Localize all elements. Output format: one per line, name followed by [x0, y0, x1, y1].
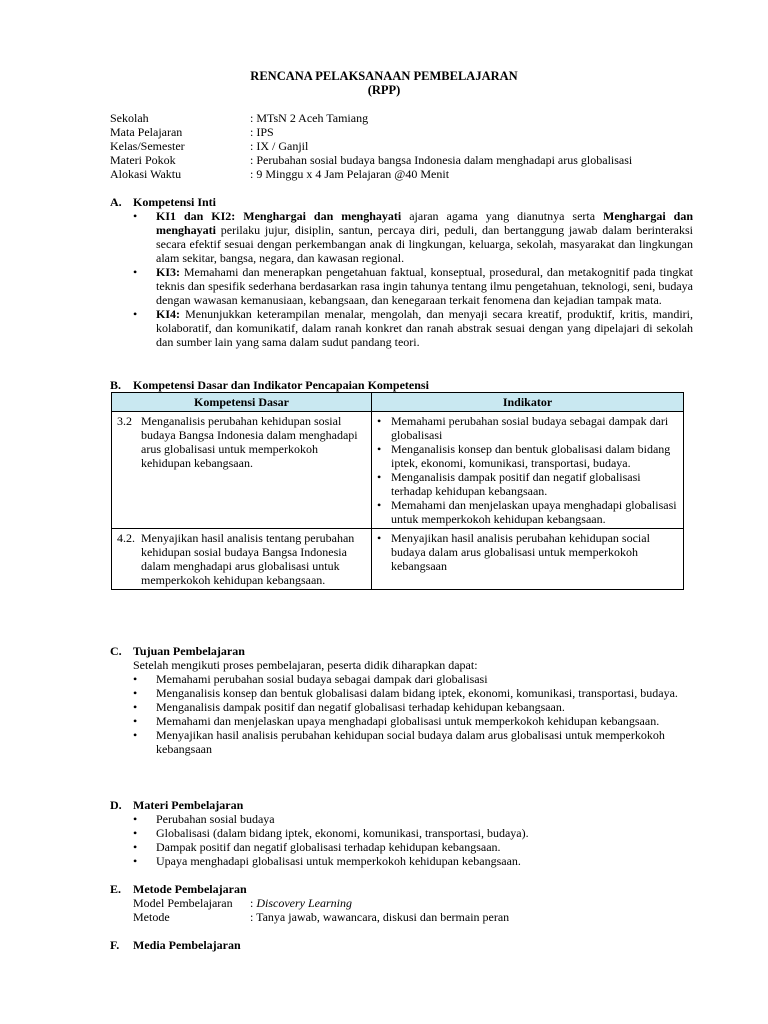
indikator-text: Menyajikan hasil analisis perubahan kehidupan social budaya dalam arus globalisasi untuk memperkokoh kebangsaan: [391, 531, 650, 573]
materi-text: Upaya menghadapi globalisasi untuk memperkokoh kehidupan kebangsaan.: [156, 854, 521, 868]
ki-text: Menunjukkan keterampilan menalar, mengolah, dan menyaji secara kreatif, produktif, kritis, mandiri, kolaboratif, dan komunikatif, dalam ranah konkret dan ranah abstrak sesuai dengan yang dipelajari di sekolah dan sumber lain yang sama dalam sudut pandang teori.: [156, 307, 693, 349]
ki-lead: KI3:: [156, 265, 180, 279]
table-header-row: [112, 393, 684, 412]
list-item-ki3: [133, 265, 693, 307]
metode-row: [133, 910, 693, 924]
table-row: [112, 412, 684, 529]
identity-value: : 9 Minggu x 4 Jam Pelajaran @40 Menit: [250, 167, 450, 181]
list-item: [377, 414, 678, 442]
indikator-text: Menganalisis konsep dan bentuk globalisasi dalam bidang iptek, ekonomi, komunikasi, transportasi, budaya.: [391, 442, 671, 470]
metode-label: Metode: [133, 910, 170, 924]
bullet-icon: •: [133, 700, 138, 714]
table-row: [112, 529, 684, 590]
table-cell-indikator: [372, 412, 684, 529]
list-item: [377, 470, 678, 498]
bullet-icon: •: [133, 812, 138, 826]
identity-row-kelas-semester: [110, 139, 710, 153]
table-cell-kd: [112, 412, 372, 529]
section-title: Materi Pembelajaran: [133, 798, 244, 812]
indikator-text: Menganalisis dampak positif dan negatif globalisasi terhadap kehidupan kebangsaan.: [391, 470, 641, 498]
materi-text: Dampak positif dan negatif globalisasi terhadap kehidupan kebangsaan.: [156, 840, 501, 854]
bullet-icon: •: [133, 265, 138, 279]
kd-text: Menganalisis perubahan kehidupan sosial budaya Bangsa Indonesia dalam menghadapi arus globalisasi untuk memperkokoh kehidupan kebangsaan.: [141, 414, 358, 470]
kd-number: 3.2: [117, 414, 132, 428]
bullet-icon: •: [133, 686, 138, 700]
document-title: RENCANA PELAKSANAAN PEMBELAJARAN: [250, 69, 518, 83]
section-letter: E.: [110, 882, 122, 896]
section-letter: C.: [110, 644, 122, 658]
identity-row-materi-pokok: [110, 153, 710, 167]
model-value: Discovery Learning: [256, 896, 352, 910]
indikator-text: Memahami perubahan sosial budaya sebagai dampak dari globalisasi: [391, 414, 669, 442]
indikator-list: [377, 414, 678, 526]
identity-row-mata-pelajaran: [110, 125, 710, 139]
identity-label: Materi Pokok: [110, 153, 176, 167]
list-item: [133, 826, 693, 840]
identity-value: : MTsN 2 Aceh Tamiang: [250, 111, 369, 125]
indikator-text: Memahami dan menjelaskan upaya menghadapi globalisasi untuk memperkokoh kehidupan kebangsaan.: [391, 498, 677, 526]
kd-number: 4.2.: [117, 531, 135, 545]
list-item-ki4: [133, 307, 693, 349]
section-letter: F.: [110, 938, 120, 952]
list-item: [133, 728, 693, 756]
materi-list: [133, 812, 693, 868]
list-item: [377, 442, 678, 470]
kompetensi-table: [111, 392, 684, 590]
ki-text: Memahami dan menerapkan pengetahuan faktual, konseptual, prosedural, dan metakognitif pada tingkat teknis dan spesifik sederhana berdasarkan rasa ingin tahunya tentang ilmu pengetahuan, teknologi, seni, budaya dengan wawasan kemanusiaan, kebangsaan, dan kenegaraan terkait fenomena dan kejadian tampak mata.: [156, 265, 693, 307]
list-item: [377, 531, 678, 573]
section-title: Media Pembelajaran: [133, 938, 241, 952]
bullet-icon: •: [133, 714, 138, 728]
tujuan-text: Menganalisis konsep dan bentuk globalisasi dalam bidang iptek, ekonomi, komunikasi, transportasi, budaya.: [156, 686, 678, 700]
list-item: [133, 700, 693, 714]
list-item: [133, 854, 693, 868]
section-title: Kompetensi Dasar dan Indikator Pencapaian Kompetensi: [133, 378, 429, 392]
table-header-kompetensi-dasar: Kompetensi Dasar: [112, 393, 372, 412]
bullet-icon: •: [377, 498, 382, 512]
tujuan-text: Menganalisis dampak positif dan negatif globalisasi terhadap kehidupan kebangsaan.: [156, 700, 565, 714]
materi-text: Globalisasi (dalam bidang iptek, ekonomi, komunikasi, transportasi, budaya).: [156, 826, 529, 840]
bullet-icon: •: [133, 728, 138, 742]
identity-label: Sekolah: [110, 111, 149, 125]
bullet-icon: •: [133, 854, 138, 868]
ki-bold: Menghargai dan menghayati: [156, 209, 694, 237]
bullet-icon: •: [377, 470, 382, 484]
list-item: [133, 686, 693, 700]
identity-row-sekolah: [110, 111, 710, 125]
ki-text: ajaran agama yang dianutnya serta: [401, 209, 604, 223]
identity-value: : IPS: [250, 125, 274, 139]
section-letter: D.: [110, 798, 122, 812]
table-cell-kd: [112, 529, 372, 590]
bullet-icon: •: [133, 209, 138, 223]
identity-label: Mata Pelajaran: [110, 125, 183, 139]
kompetensi-inti-list: [133, 209, 693, 349]
metode-value: : Tanya jawab, wawancara, diskusi dan bermain peran: [250, 910, 510, 924]
tujuan-text: Memahami dan menjelaskan upaya menghadapi globalisasi untuk memperkokoh kehidupan kebangsaan.: [156, 714, 660, 728]
materi-text: Perubahan sosial budaya: [156, 812, 275, 826]
model-separator: :: [250, 896, 257, 910]
model-label: Model Pembelajaran: [133, 896, 233, 910]
section-letter: B.: [110, 378, 122, 392]
list-item: [133, 812, 693, 826]
list-item: [133, 672, 693, 686]
section-letter: A.: [110, 195, 122, 209]
bullet-icon: •: [377, 442, 382, 456]
tujuan-text: Memahami perubahan sosial budaya sebagai dampak dari globalisasi: [156, 672, 488, 686]
bullet-icon: •: [377, 531, 382, 545]
section-title: Metode Pembelajaran: [133, 882, 247, 896]
table-cell-indikator: [372, 529, 684, 590]
bullet-icon: •: [133, 840, 138, 854]
document-subtitle: (RPP): [367, 83, 401, 97]
identity-row-alokasi-waktu: [110, 167, 710, 181]
identity-label: Alokasi Waktu: [110, 167, 182, 181]
tujuan-text: Menyajikan hasil analisis perubahan kehidupan social budaya dalam arus globalisasi untuk memperkokoh kebangsaan: [156, 728, 665, 756]
bullet-icon: •: [377, 414, 382, 428]
table-header-indikator: Indikator: [372, 393, 684, 412]
tujuan-list: [133, 672, 693, 756]
identity-label: Kelas/Semester: [110, 139, 185, 153]
kd-text: Menyajikan hasil analisis tentang perubahan kehidupan sosial budaya Bangsa Indonesia dalam menghadapi arus globalisasi untuk memperkokoh kehidupan kebangsaan.: [141, 531, 355, 587]
model-value-wrap: [250, 896, 352, 910]
ki-text: perilaku jujur, disiplin, santun, percaya diri, peduli, dan bertanggung jawab dalam berinteraksi secara efektif sesuai dengan perkembangan anak di lingkungan, keluarga, sekolah, masyarakat dan lingkungan alam sekitar, bangsa, negara, dan kawasan regional.: [156, 223, 693, 265]
list-item: [133, 714, 693, 728]
ki-lead: KI4:: [156, 307, 180, 321]
section-title: Tujuan Pembelajaran: [133, 644, 245, 658]
list-item: [377, 498, 678, 526]
bullet-icon: •: [133, 307, 138, 321]
indikator-list: [377, 531, 678, 573]
identity-value: : IX / Ganjil: [250, 139, 309, 153]
list-item-ki1-ki2: [133, 209, 693, 265]
bullet-icon: •: [133, 672, 138, 686]
bullet-icon: •: [133, 826, 138, 840]
section-title: Kompetensi Inti: [133, 195, 217, 209]
model-pembelajaran-row: [133, 896, 693, 910]
ki-lead: KI1 dan KI2: Menghargai dan menghayati: [156, 209, 402, 223]
tujuan-intro: Setelah mengikuti proses pembelajaran, peserta didik diharapkan dapat:: [133, 658, 478, 672]
identity-value: : Perubahan sosial budaya bangsa Indonesia dalam menghadapi arus globalisasi: [250, 153, 633, 167]
list-item: [133, 840, 693, 854]
